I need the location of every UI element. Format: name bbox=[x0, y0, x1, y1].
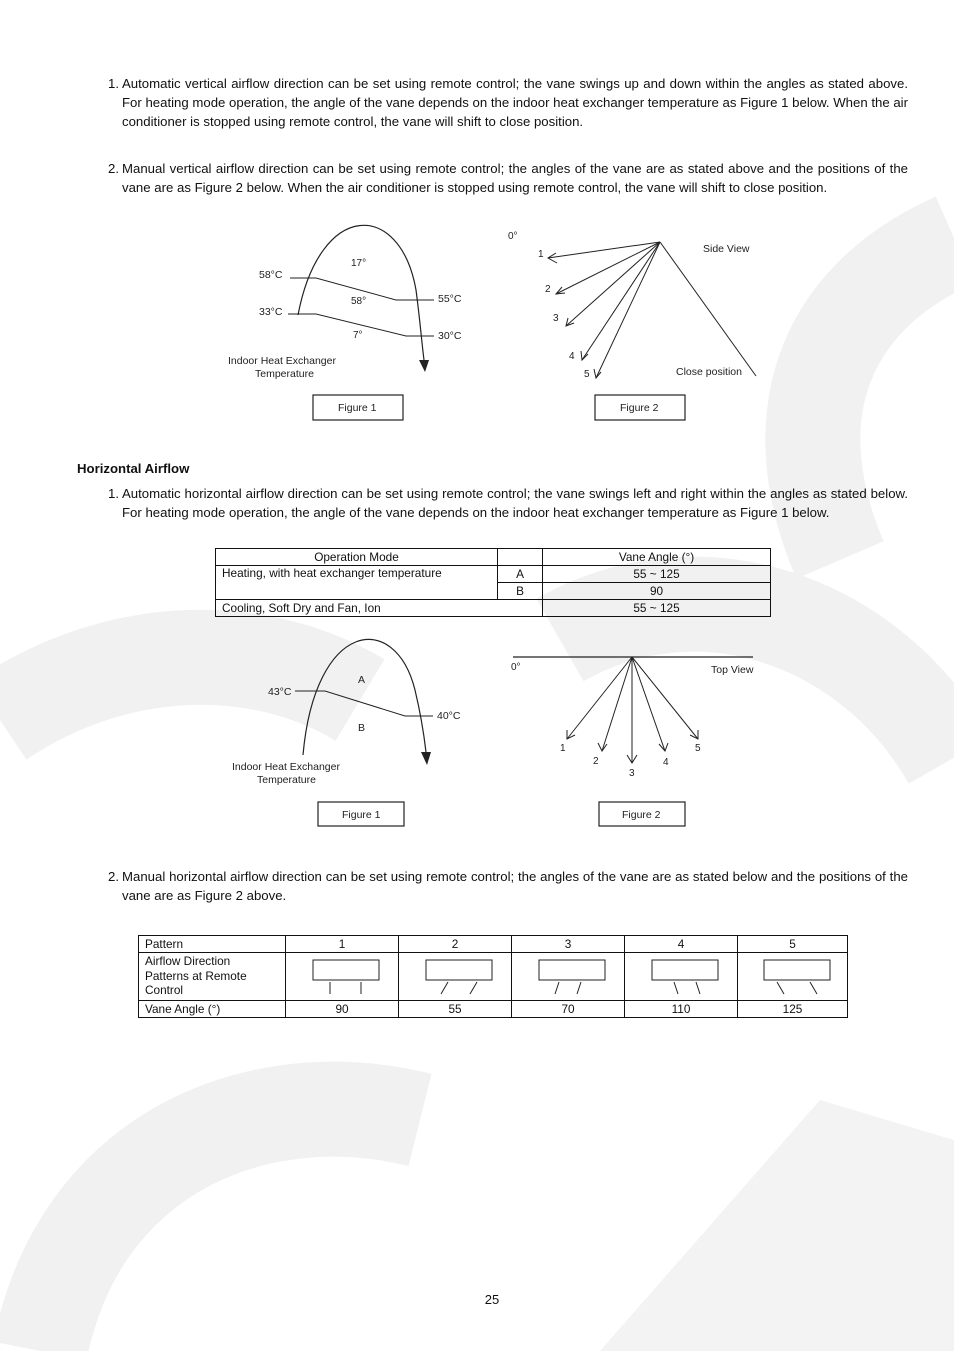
figure-2-label: Figure 2 bbox=[620, 402, 659, 414]
paragraph-text: Manual vertical airflow direction can be set using remote control; the angles of the vane are as stated above and the positions of the vane are as Figure 2 below. When the air conditioner is stopped using remote control, the vane will shift to close position. bbox=[122, 161, 908, 195]
label-58c: 58°C bbox=[259, 269, 283, 281]
header-operation-mode: Operation Mode bbox=[216, 549, 498, 566]
table-row bbox=[216, 566, 771, 583]
list-number: 2. bbox=[108, 161, 119, 176]
label-a: A bbox=[358, 674, 366, 686]
label-line: Airflow Direction bbox=[145, 954, 231, 968]
header-vane-angle: Vane Angle (°) bbox=[543, 549, 771, 566]
angle-2: 55 bbox=[399, 1001, 512, 1018]
vertical-figure-1 bbox=[220, 220, 480, 425]
row-key-a: A bbox=[498, 566, 543, 583]
vane-line-5 bbox=[596, 242, 660, 378]
pattern-number-row bbox=[139, 936, 848, 953]
vane-label-1: 1 bbox=[560, 743, 566, 754]
airflow-direction-label bbox=[139, 953, 286, 1001]
label-top-view: Top View bbox=[711, 664, 754, 676]
vertical-figure-2 bbox=[500, 222, 770, 425]
figure-2-label: Figure 2 bbox=[622, 809, 661, 821]
paragraph-text: Manual horizontal airflow direction can be set using remote control; the angles of the vane are as stated below and the positions of the vane are as Figure 2 above. bbox=[122, 869, 908, 903]
label-0deg: 0° bbox=[508, 231, 518, 242]
arrowhead-2 bbox=[598, 743, 607, 751]
label-55c: 55°C bbox=[438, 293, 462, 305]
pattern-icon-row bbox=[139, 953, 848, 1001]
row-key-b: B bbox=[498, 583, 543, 600]
paragraph-vertical-manual bbox=[108, 159, 908, 197]
label-40c: 40°C bbox=[437, 710, 461, 722]
label-33c: 33°C bbox=[259, 306, 283, 318]
vane-label-1: 1 bbox=[538, 249, 544, 260]
vane-label-4: 4 bbox=[569, 351, 575, 362]
vane-line-1 bbox=[567, 657, 632, 739]
vane-label-5: 5 bbox=[584, 369, 590, 380]
figure-1-label: Figure 1 bbox=[342, 809, 381, 821]
list-number: 1. bbox=[108, 486, 119, 501]
cooling-label: Cooling, Soft Dry and Fan, Ion bbox=[216, 600, 543, 617]
paragraph-vertical-auto bbox=[108, 74, 908, 131]
caption-line-1: Indoor Heat Exchanger bbox=[228, 355, 336, 367]
pattern-4: 4 bbox=[625, 936, 738, 953]
table-row bbox=[216, 600, 771, 617]
angle-5: 125 bbox=[738, 1001, 848, 1018]
vane-pattern-55-icon bbox=[399, 953, 512, 1001]
vane-label-2: 2 bbox=[545, 284, 551, 295]
vane-label-2: 2 bbox=[593, 756, 599, 767]
label-b: B bbox=[358, 722, 366, 734]
label-side-view: Side View bbox=[703, 243, 750, 255]
label-close-position: Close position bbox=[676, 366, 742, 378]
label-58deg: 58° bbox=[351, 296, 367, 307]
row-value-b: 90 bbox=[543, 583, 771, 600]
vane-line-5 bbox=[632, 657, 698, 739]
paragraph-text: Automatic vertical airflow direction can be set using remote control; the vane swings up and down within the angles as stated above. For heating mode operation, the angle of the vane depends on the indoor heat exchanger temperature as Figure 1 below. When the air conditioner is stopped using remote control, the vane will shift to close position. bbox=[122, 76, 908, 129]
angle-1: 90 bbox=[286, 1001, 399, 1018]
figure-1-label: Figure 1 bbox=[338, 402, 377, 414]
pattern-label: Pattern bbox=[139, 936, 286, 953]
vane-label-4: 4 bbox=[663, 757, 669, 768]
pattern-5: 5 bbox=[738, 936, 848, 953]
pattern-1: 1 bbox=[286, 936, 399, 953]
list-number: 1. bbox=[108, 76, 119, 91]
label-30c: 30°C bbox=[438, 330, 462, 342]
vane-angle-row bbox=[139, 1001, 848, 1018]
page-number: 25 bbox=[484, 1292, 500, 1307]
horizontal-swing-curve bbox=[303, 639, 426, 755]
horizontal-figure-1 bbox=[225, 630, 480, 830]
label-line: Control bbox=[145, 983, 184, 997]
operation-mode-table bbox=[215, 548, 771, 617]
table-header-row bbox=[216, 549, 771, 566]
paragraph-horizontal-manual bbox=[108, 867, 908, 905]
vane-line-2 bbox=[602, 657, 632, 751]
vane-pattern-125-icon bbox=[738, 953, 848, 1001]
angle-4: 110 bbox=[625, 1001, 738, 1018]
paragraph-text: Automatic horizontal airflow direction can be set using remote control; the vane swings left and right within the angles as stated below. For heating mode operation, the angle of the vane depends on the indoor heat exchanger temperature as Figure 1 below. bbox=[122, 486, 908, 520]
caption-line-2: Temperature bbox=[255, 368, 314, 380]
pattern-2: 2 bbox=[399, 936, 512, 953]
curve-arrowhead bbox=[421, 752, 431, 765]
vane-pattern-70-icon bbox=[512, 953, 625, 1001]
close-position-line bbox=[660, 242, 756, 376]
label-0deg: 0° bbox=[511, 662, 521, 673]
angle-3: 70 bbox=[512, 1001, 625, 1018]
vane-label-3: 3 bbox=[553, 313, 559, 324]
label-7deg: 7° bbox=[353, 330, 363, 341]
caption-line-2: Temperature bbox=[257, 774, 316, 786]
pattern-3: 3 bbox=[512, 936, 625, 953]
cooling-value: 55 ~ 125 bbox=[543, 600, 771, 617]
section-heading: Horizontal Airflow bbox=[77, 461, 190, 476]
vane-angle-label: Vane Angle (°) bbox=[139, 1001, 286, 1018]
pattern-table bbox=[138, 935, 848, 1018]
header-blank bbox=[498, 549, 543, 566]
vane-pattern-110-icon bbox=[625, 953, 738, 1001]
vane-label-5: 5 bbox=[695, 743, 701, 754]
vane-line-4 bbox=[632, 657, 665, 751]
caption-line-1: Indoor Heat Exchanger bbox=[232, 761, 340, 773]
label-line: Patterns at Remote bbox=[145, 968, 247, 983]
label-43c: 43°C bbox=[268, 686, 292, 698]
horizontal-figure-2 bbox=[505, 645, 760, 830]
curve-arrowhead bbox=[419, 360, 429, 372]
label-17deg: 17° bbox=[351, 258, 367, 269]
row-value-a: 55 ~ 125 bbox=[543, 566, 771, 583]
heating-label: Heating, with heat exchanger temperature bbox=[216, 566, 498, 600]
list-number: 2. bbox=[108, 869, 119, 884]
vane-pattern-90-icon bbox=[286, 953, 399, 1001]
vane-label-3: 3 bbox=[629, 768, 635, 779]
paragraph-horizontal-auto bbox=[108, 484, 908, 522]
